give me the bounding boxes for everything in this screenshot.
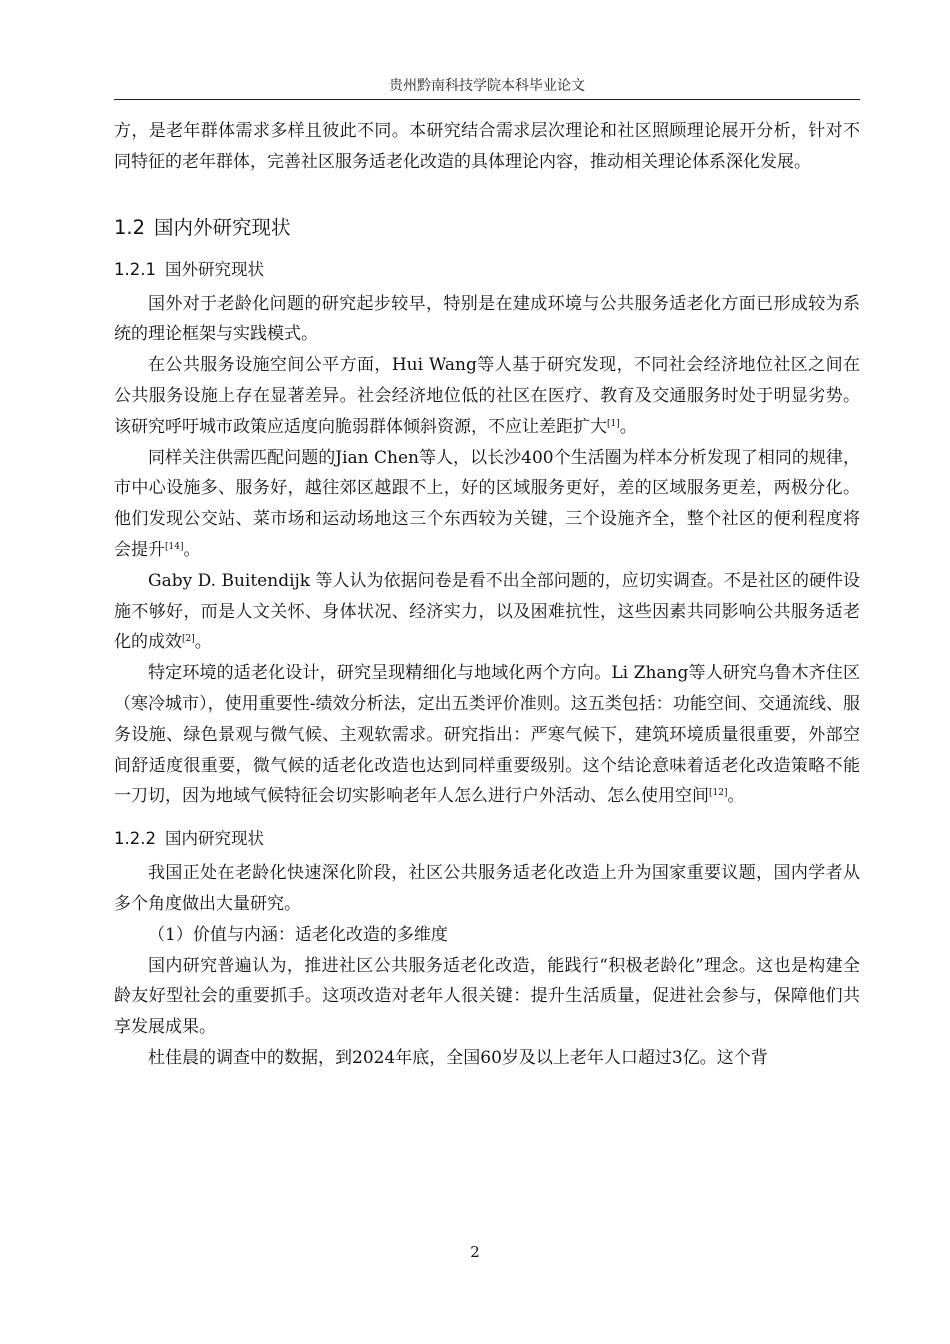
paragraph-text: 在公共服务设施空间公平方面，Hui Wang等人基于研究发现，不同社会经济地位社区之间在公共服务设施上存在显著差异。社会经济地位低的社区在医疗、教育及交通服务时处于明显劣势。该研究呼吁城市政策应适度向脆弱群体倾斜资源，不应让差距扩大: [114, 355, 860, 437]
citation-ref: [14]: [165, 541, 184, 552]
section-title: 国内外研究现状: [154, 215, 291, 239]
paragraph: 我国正处在老龄化快速深化阶段，社区公共服务适老化改造上升为国家重要议题，国内学者从多个角度做出大量研究。: [114, 863, 860, 914]
page-number: 2: [470, 1243, 480, 1261]
subsection-heading-domestic: [114, 824, 860, 854]
subsection-title: 国外研究现状: [164, 259, 264, 279]
continuation-paragraph: 方，是老年群体需求多样且彼此不同。本研究结合需求层次理论和社区照顾理论展开分析，针对不同特征的老年群体，完善社区服务适老化改造的具体理论内容，推动相关理论体系深化发展。: [114, 121, 860, 172]
subsection-number: 1.2.2: [114, 829, 156, 849]
paragraph: [114, 443, 860, 566]
paragraph-end: 。: [727, 786, 745, 807]
paragraph: [114, 566, 860, 658]
subsection-number: 1.2.1: [114, 259, 156, 279]
paragraph-end: 。: [619, 416, 637, 437]
paragraph: 国外对于老龄化问题的研究起步较早，特别是在建成环境与公共服务适老化方面已形成较为系统的理论框架与实践模式。: [114, 293, 860, 345]
section-heading: [114, 213, 860, 243]
running-header: 贵州黔南科技学院本科毕业论文: [389, 78, 585, 94]
paragraph-end: 。: [183, 539, 201, 560]
citation-ref: [1]: [607, 418, 620, 429]
section-number: 1.2: [114, 215, 146, 239]
paragraph: [114, 658, 860, 812]
subsection-heading-foreign: [114, 255, 860, 285]
subsection-title: 国内研究现状: [164, 829, 264, 849]
citation-ref: [2]: [182, 634, 195, 645]
list-subheading: （1）价值与内涵：适老化改造的多维度: [148, 924, 448, 945]
paragraph-end: 。: [194, 632, 212, 653]
paragraph: 杜佳晨的调查中的数据，到2024年底，全国60岁及以上老年人口超过3亿。这个背: [148, 1047, 768, 1068]
citation-ref: [12]: [709, 788, 728, 799]
paragraph: [114, 350, 860, 442]
paragraph-text: 特定环境的适老化设计，研究呈现精细化与地域化两个方向。Li Zhang等人研究乌鲁木齐住区（寒冷城市），使用重要性-绩效分析法，定出五类评价准则。这五类包括：功能空间、交通流线、服务设施、绿色景观与微气候、主观软需求。研究指出：严寒气候下，建筑环境质量很重要，外部空间舒适度很重要，微气候的适老化改造也达到同样重要级别。这个结论意味着适老化改造策略不能一刀切，因为地域气候特征会切实影响老年人怎么进行户外活动、怎么使用空间: [114, 663, 860, 807]
paragraph: 国内研究普遍认为，推进社区公共服务适老化改造，能践行“积极老龄化”理念。这也是构建全龄友好型社会的重要抓手。这项改造对老年人很关键：提升生活质量，促进社会参与，保障他们共享发展成果。: [114, 955, 860, 1038]
page-body: [114, 116, 860, 1074]
paragraph-text: Gaby D. Buitendijk 等人认为依据问卷是看不出全部问题的，应切实调查。不是社区的硬件设施不够好，而是人文关怀、身体状况、经济实力，以及困难抗性，这些因素共同影响公共服务适老化的成效: [114, 570, 860, 653]
header-rule: [114, 99, 860, 100]
paragraph-text: 同样关注供需匹配问题的Jian Chen等人，以长沙400个生活圈为样本分析发现了相同的规律，市中心设施多、服务好，越往郊区越跟不上，好的区域服务更好，差的区域服务更差，两极分化。他们发现公交站、菜市场和运动场地这三个东西较为关键，三个设施齐全，整个社区的便利程度将会提升: [114, 447, 860, 560]
